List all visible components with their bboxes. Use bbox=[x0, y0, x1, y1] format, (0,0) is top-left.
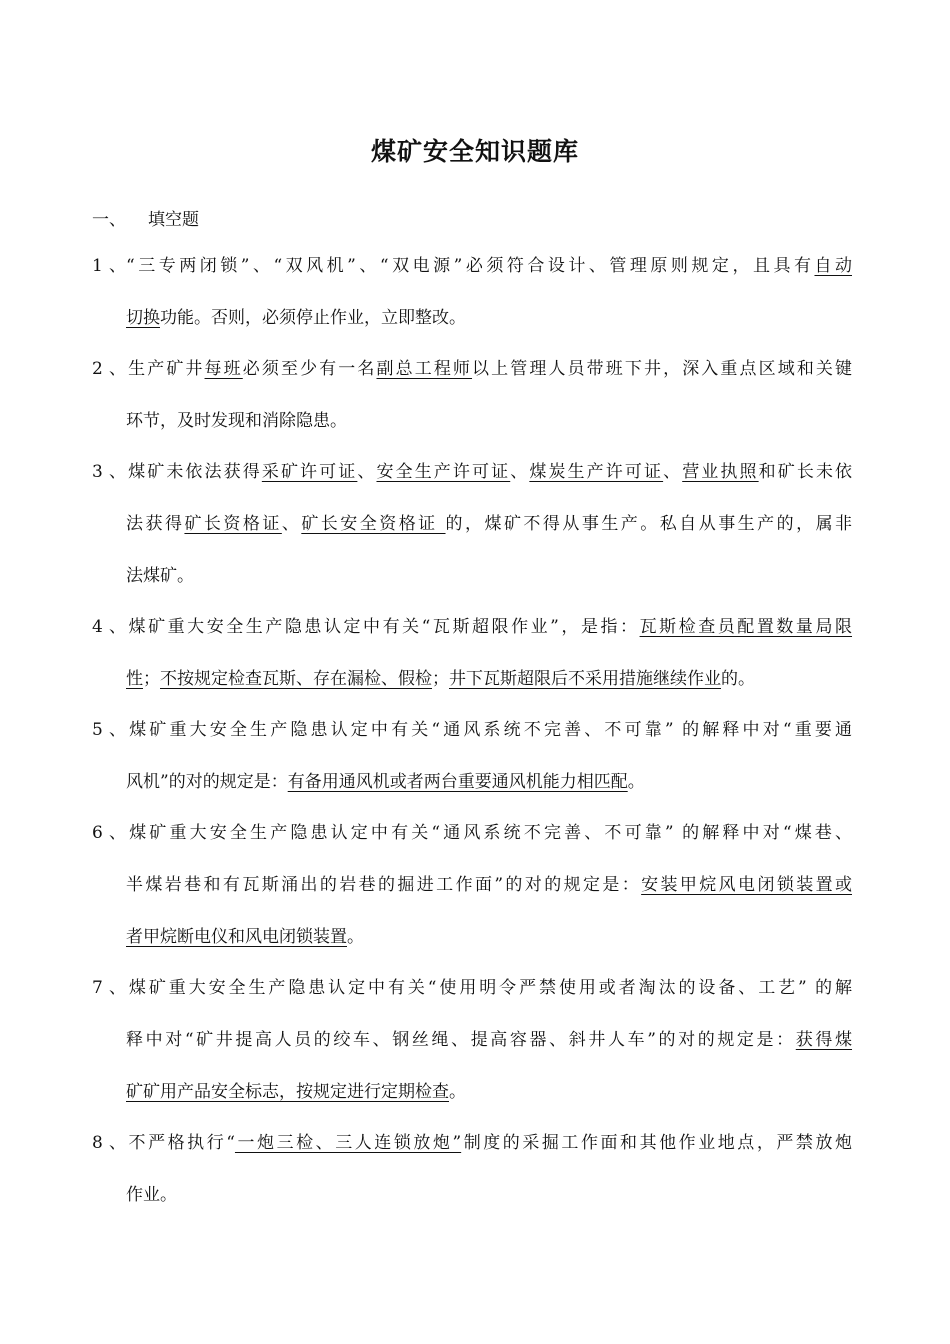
question-line bbox=[92, 1169, 852, 1221]
answer-blank: 切换 bbox=[126, 308, 160, 328]
answer-blank: 井下瓦斯超限后不采用措施继续作业 bbox=[449, 669, 721, 689]
question-number: 8、 bbox=[92, 1133, 126, 1153]
question-text: 和矿长未依 bbox=[758, 462, 853, 482]
answer-blank: 煤炭生产许可证 bbox=[529, 462, 664, 482]
answer-blank: 矿长安全资格证 bbox=[301, 514, 446, 534]
question-text: 、 bbox=[510, 462, 530, 482]
question-line bbox=[92, 498, 852, 550]
answer-blank: 获得煤 bbox=[795, 1030, 853, 1050]
answer-blank: 瓦斯检查员配置数量局限 bbox=[639, 617, 853, 637]
question-line bbox=[92, 601, 852, 653]
question-item bbox=[92, 807, 852, 963]
answer-blank: 每班 bbox=[204, 359, 243, 379]
question-line bbox=[92, 859, 852, 911]
answer-blank: 不按规定检查瓦斯、存在漏检、假检 bbox=[160, 669, 432, 689]
question-number: 4、 bbox=[92, 617, 126, 637]
question-text: 生产矿井 bbox=[126, 359, 205, 379]
section-number: 一、 bbox=[92, 210, 126, 230]
answer-blank: 矿长资格证 bbox=[184, 514, 282, 534]
answer-blank: 营业执照 bbox=[682, 462, 759, 482]
answer-blank: 采矿许可证 bbox=[261, 462, 358, 482]
answer-blank: 安装甲烷风电闭锁装置或 bbox=[641, 875, 852, 895]
question-text: 煤矿重大安全生产隐患认定中有关“使用明令严禁使用或者淘汰的设备、工艺” 的解 bbox=[126, 978, 852, 998]
question-text: ； bbox=[143, 669, 160, 689]
question-item bbox=[92, 704, 852, 808]
question-line bbox=[92, 446, 852, 498]
question-line bbox=[92, 240, 852, 292]
question-text: 以上管理人员带班下井，深入重点区域和关键 bbox=[472, 359, 853, 379]
question-text: 煤矿重大安全生产隐患认定中有关“通风系统不完善、不可靠” 的解释中对“煤巷、 bbox=[126, 823, 852, 843]
question-number: 6、 bbox=[92, 823, 126, 843]
question-line bbox=[92, 962, 852, 1014]
question-line bbox=[92, 756, 852, 808]
question-item bbox=[92, 1117, 852, 1221]
question-number: 7、 bbox=[92, 978, 126, 998]
question-text: 风机”的对的规定是： bbox=[126, 772, 288, 792]
question-line bbox=[92, 911, 852, 963]
question-text: 释中对“矿井提高人员的绞车、钢丝绳、提高容器、斜井人车”的对的规定是： bbox=[126, 1030, 796, 1050]
question-line bbox=[92, 704, 852, 756]
question-item bbox=[92, 962, 852, 1118]
question-number: 3、 bbox=[92, 462, 126, 482]
question-line bbox=[92, 1066, 852, 1118]
question-text: 法获得 bbox=[126, 514, 185, 534]
question-number: 1、 bbox=[92, 256, 126, 276]
question-text: 的，煤矿不得从事生产。私自从事生产的，属非 bbox=[445, 514, 853, 534]
question-text: 不严格执行“ bbox=[126, 1133, 235, 1153]
question-text: 、 bbox=[357, 462, 377, 482]
section-heading bbox=[92, 205, 199, 230]
question-item bbox=[92, 343, 852, 447]
question-text: 功能。否则，必须停止作业，立即整改。 bbox=[160, 308, 466, 328]
question-text: 煤矿重大安全生产隐患认定中有关“瓦斯超限作业”，是指： bbox=[126, 617, 640, 637]
question-line bbox=[92, 343, 852, 395]
question-text: 的。 bbox=[721, 669, 755, 689]
question-item bbox=[92, 601, 852, 705]
answer-blank: 者甲烷断电仪和风电闭锁装置 bbox=[126, 927, 347, 947]
question-text: 、 bbox=[281, 514, 302, 534]
question-line bbox=[92, 550, 852, 602]
question-item bbox=[92, 240, 852, 344]
question-text: 煤矿重大安全生产隐患认定中有关“通风系统不完善、不可靠” 的解释中对“重要通 bbox=[126, 720, 852, 740]
section-label: 填空题 bbox=[148, 210, 199, 230]
question-text: 。 bbox=[627, 772, 645, 792]
answer-blank: 性 bbox=[126, 669, 143, 689]
answer-blank: 副总工程师 bbox=[376, 359, 473, 379]
question-text: 必须至少有一名 bbox=[242, 359, 377, 379]
question-line bbox=[92, 1117, 852, 1169]
question-line bbox=[92, 292, 852, 344]
answer-blank: 安全生产许可证 bbox=[376, 462, 511, 482]
page-title: 煤矿安全知识题库 bbox=[370, 137, 579, 166]
question-text: 、 bbox=[663, 462, 683, 482]
question-text: 作业。 bbox=[126, 1185, 177, 1205]
answer-blank: 矿矿用产品安全标志，按规定进行定期检查 bbox=[126, 1082, 449, 1102]
answer-blank: 自动 bbox=[814, 256, 852, 276]
question-line bbox=[92, 1014, 852, 1066]
question-number: 2、 bbox=[92, 359, 126, 379]
question-item bbox=[92, 446, 852, 602]
question-text: 法煤矿。 bbox=[126, 566, 194, 586]
question-line bbox=[92, 807, 852, 859]
question-text: “三专两闭锁”、“双风机”、“双电源”必须符合设计、管理原则规定，且具有 bbox=[126, 256, 815, 276]
question-text: 半煤岩巷和有瓦斯涌出的岩巷的掘进工作面”的对的规定是： bbox=[126, 875, 642, 895]
question-line bbox=[92, 653, 852, 705]
question-text: 煤矿未依法获得 bbox=[126, 462, 262, 482]
question-text: 制度的采掘工作面和其他作业地点，严禁放炮 bbox=[461, 1133, 852, 1153]
question-text: ； bbox=[432, 669, 449, 689]
answer-blank: 有备用通风机或者两台重要通风机能力相匹配 bbox=[287, 772, 628, 792]
question-text: 。 bbox=[347, 927, 364, 947]
question-text: 。 bbox=[449, 1082, 466, 1102]
question-number: 5、 bbox=[92, 720, 126, 740]
answer-blank: 一炮三检、三人连锁放炮” bbox=[234, 1133, 462, 1153]
question-line bbox=[92, 395, 852, 447]
question-text: 环节，及时发现和消除隐患。 bbox=[126, 411, 347, 431]
